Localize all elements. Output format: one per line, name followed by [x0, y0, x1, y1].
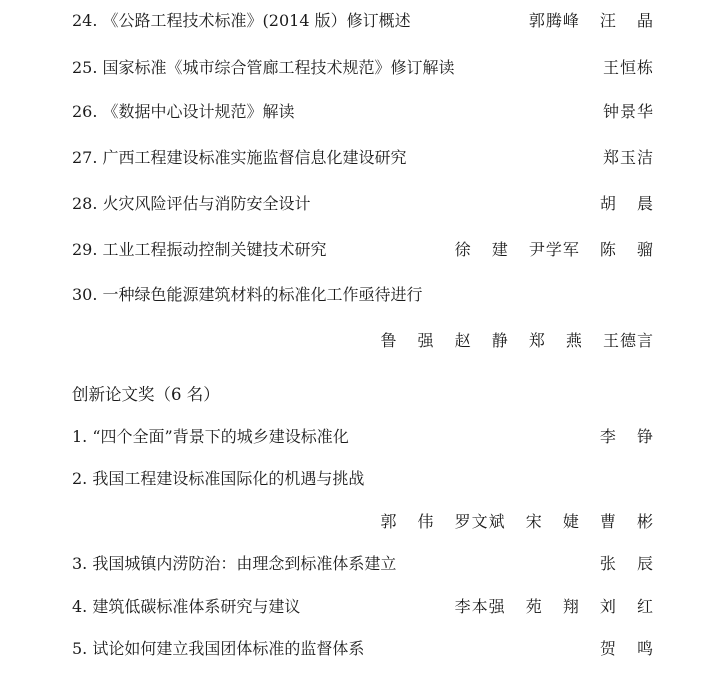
item-title: 火灾风险评估与消防安全设计 [102, 194, 311, 213]
item-authors: 郑玉洁 [602, 148, 654, 167]
list-item [72, 422, 654, 452]
item-number: 29. [72, 240, 98, 259]
item-number: 24. [72, 11, 98, 30]
item-number: 27. [72, 148, 98, 167]
item-number: 3. [72, 554, 88, 573]
list-item-authors-line [72, 507, 654, 537]
list-item [72, 235, 654, 265]
list-item [72, 280, 654, 310]
list-item [72, 189, 654, 219]
item-title: 建筑低碳标准体系研究与建议 [92, 597, 301, 616]
item-title: 国家标准《城市综合管廊工程技术规范》修订解读 [102, 58, 455, 77]
list-item [72, 592, 654, 622]
item-number: 1. [72, 427, 88, 446]
item-number: 5. [72, 639, 88, 658]
section-heading: 创新论文奖（6 名） [72, 385, 220, 404]
list-item [72, 53, 654, 83]
list-item [72, 143, 654, 173]
item-number: 25. [72, 58, 98, 77]
item-authors: 鲁 强 赵 静 郑 燕 王德言 [380, 331, 654, 350]
item-title: 工业工程振动控制关键技术研究 [102, 240, 327, 259]
item-authors: 张 辰 [599, 554, 654, 573]
item-authors: 徐 建 尹学军 陈 骝 [454, 240, 654, 259]
list-item-authors-line [72, 326, 654, 356]
item-authors: 王恒栋 [602, 58, 654, 77]
item-authors: 胡 晨 [599, 194, 654, 213]
item-title: 试论如何建立我国团体标准的监督体系 [92, 639, 365, 658]
item-authors: 郭腾峰 汪 晶 [528, 11, 654, 30]
item-title: 《公路工程技术标准》(2014 版）修订概述 [102, 11, 411, 30]
item-number: 30. [72, 285, 98, 304]
item-title: “四个全面”背景下的城乡建设标准化 [92, 427, 349, 446]
item-number: 4. [72, 597, 88, 616]
item-number: 28. [72, 194, 98, 213]
item-title: 一种绿色能源建筑材料的标准化工作亟待进行 [102, 285, 423, 304]
item-authors: 贺 鸣 [599, 639, 654, 658]
list-item [72, 464, 654, 494]
item-number: 26. [72, 102, 98, 121]
list-item [72, 97, 654, 127]
list-item [72, 549, 654, 579]
item-authors: 李 铮 [599, 427, 654, 446]
item-number: 2. [72, 469, 88, 488]
item-title: 我国城镇内涝防治：由理念到标准体系建立 [92, 554, 397, 573]
list-item [72, 634, 654, 664]
item-authors: 钟景华 [602, 102, 654, 121]
list-item [72, 6, 654, 36]
item-authors: 郭 伟 罗文斌 宋 婕 曹 彬 [380, 512, 654, 531]
item-title: 我国工程建设标准国际化的机遇与挑战 [92, 469, 365, 488]
item-authors: 李本强 苑 翔 刘 红 [454, 597, 654, 616]
item-title: 广西工程建设标准实施监督信息化建设研究 [102, 148, 407, 167]
item-title: 《数据中心设计规范》解读 [102, 102, 295, 121]
